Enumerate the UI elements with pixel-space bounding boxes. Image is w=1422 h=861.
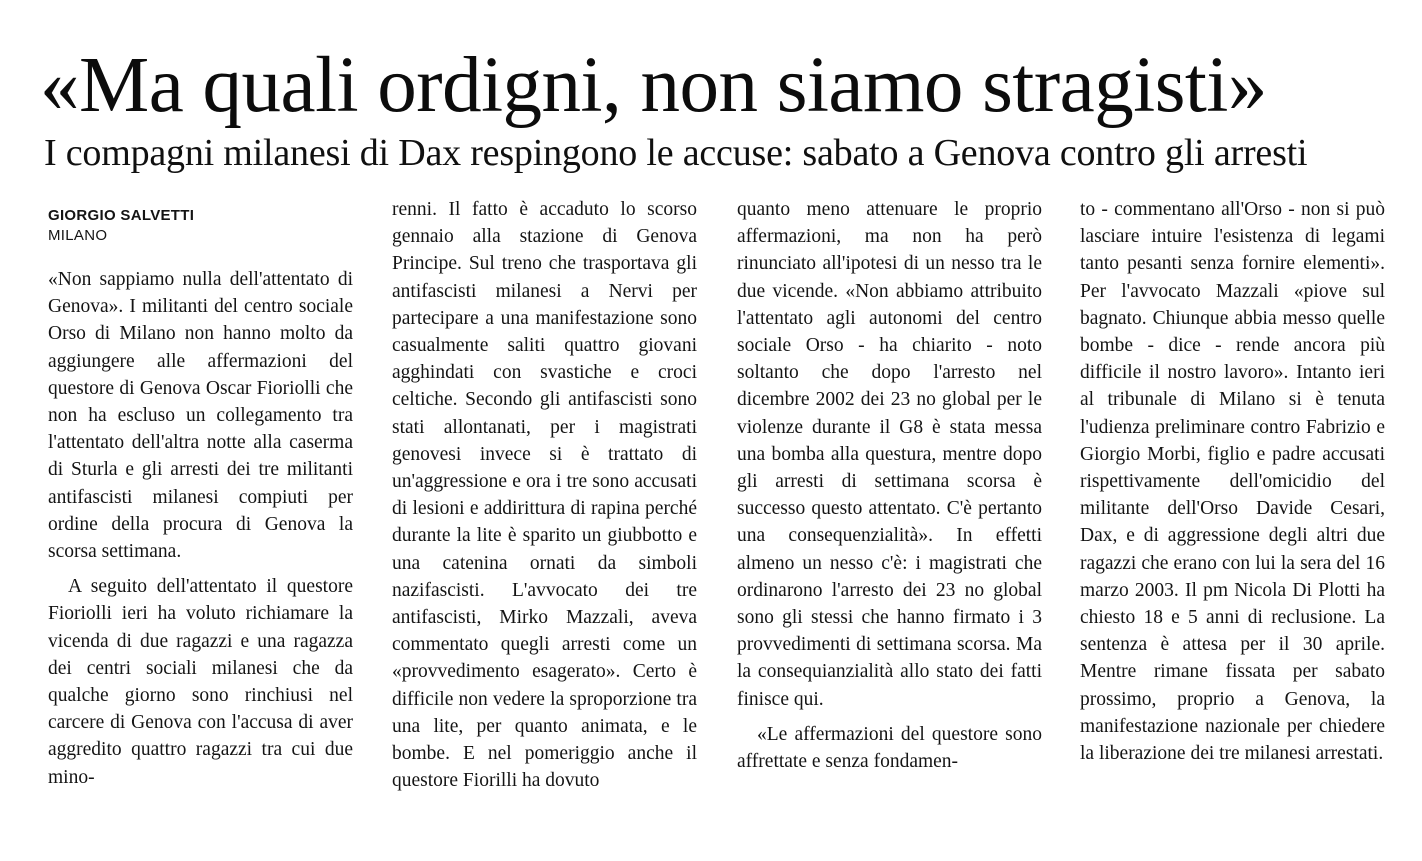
paragraph: renni. Il fatto è accaduto lo scorso gennaio alla stazione di Genova Principe. Sul treno che trasportava gli antifascisti milanesi a Nervi per partecipare a una manifestazione sono casualmente saliti quattro giovani agghindati con svastiche e croci celtiche. Secondo gli antifascisti sono stati allontanati, per i magistrati genovesi invece si è trattato di un'aggressione e ora i tre sono accusati di lesioni e addirittura di rapina perché durante la lite è sparito un giubbotto e una catenina ornati da simboli nazifascisti. L'avvocato dei tre antifascisti, Mirko Mazzali, aveva commentato quegli arresti come un «provvedimento esagerato». Certo è difficile non vedere la sproporzione tra una lite, per quanto animata, e le bombe. E nel pomeriggio anche il questore Fiorilli ha dovuto xyxy=(392,199,697,792)
article-column-2 xyxy=(392,196,697,794)
article-column-1 xyxy=(48,266,353,791)
author-name: GIORGIO SALVETTI xyxy=(48,207,195,224)
byline xyxy=(48,206,368,246)
paragraph: «Non sappiamo nulla dell'attentato di Genova». I militanti del centro sociale Orso di Milano non hanno molto da aggiungere alle affermazioni del questore di Genova Oscar Fioriolli che non ha escluso un collegamento tra l'attentato dell'altra notte alla caserma di Sturla e gli arresti dei tre militanti antifascisti milanesi compiuti per ordine della procura di Genova la scorsa settimana. xyxy=(48,269,353,563)
dateline-location: MILANO xyxy=(48,227,108,244)
paragraph: «Le affermazioni del questore sono affrettate e senza fondamen- xyxy=(737,723,1042,773)
article-column-4 xyxy=(1080,196,1385,767)
paragraph: to - commentano all'Orso - non si può lasciare intuire l'esistenza di legami tanto pesanti senza fornire elementi». Per l'avvocato Mazzali «piove sul bagnato. Chiunque abbia messo quelle bombe - dice - rende ancora più difficile il nostro lavoro». Intanto ieri al tribunale di Milano si è tenuta l'udienza preliminare contro Fabrizio e Giorgio Morbi, figlio e padre accusati rispettivamente dell'omicidio del militante dell'Orso Davide Cesari, Dax, e di aggressione degli altri due ragazzi che erano con lui la sera del 16 marzo 2003. Il pm Nicola Di Plotti ha chiesto 18 e 5 anni di reclusione. La sentenza è attesa per il 30 aprile. Mentre rimane fissata per sabato prossimo, proprio a Genova, la manifestazione nazionale per chiedere la liberazione dei tre milanesi arrestati. xyxy=(1080,199,1385,765)
headline: «Ma quali ordigni, non siamo stragisti» xyxy=(40,42,1267,129)
article-column-3 xyxy=(737,196,1042,775)
paragraph: A seguito dell'attentato il questore Fioriolli ieri ha voluto richiamare la vicenda di due ragazzi e una ragazza dei centri sociali milanesi che da qualche giorno sono rinchiusi nel carcere di Genova con l'accusa di aver aggredito quattro ragazzi tra cui due mino- xyxy=(48,576,353,788)
paragraph: quanto meno attenuare le proprio affermazioni, ma non ha però rinunciato all'ipotesi di un nesso tra le due vicende. «Non abbiamo attribuito l'attentato agli autonomi del centro sociale Orso - ha chiarito - noto soltanto che dopo l'arresto nel dicembre 2002 dei 23 no global per le violenze durante il G8 è stata messa una bomba alla questura, mentre dopo gli arresti di settimana scorsa è successo questo attentato. C'è pertanto una consequenzialità». In effetti almeno un nesso c'è: i magistrati che ordinarono l'arresto dei 23 no global sono gli stessi che hanno firmato i 3 provvedimenti di settimana scorsa. Ma la consequianzialità allo stato dei fatti finisce qui. xyxy=(737,199,1042,710)
subheadline: I compagni milanesi di Dax respingono le accuse: sabato a Genova contro gli arresti xyxy=(44,132,1308,174)
